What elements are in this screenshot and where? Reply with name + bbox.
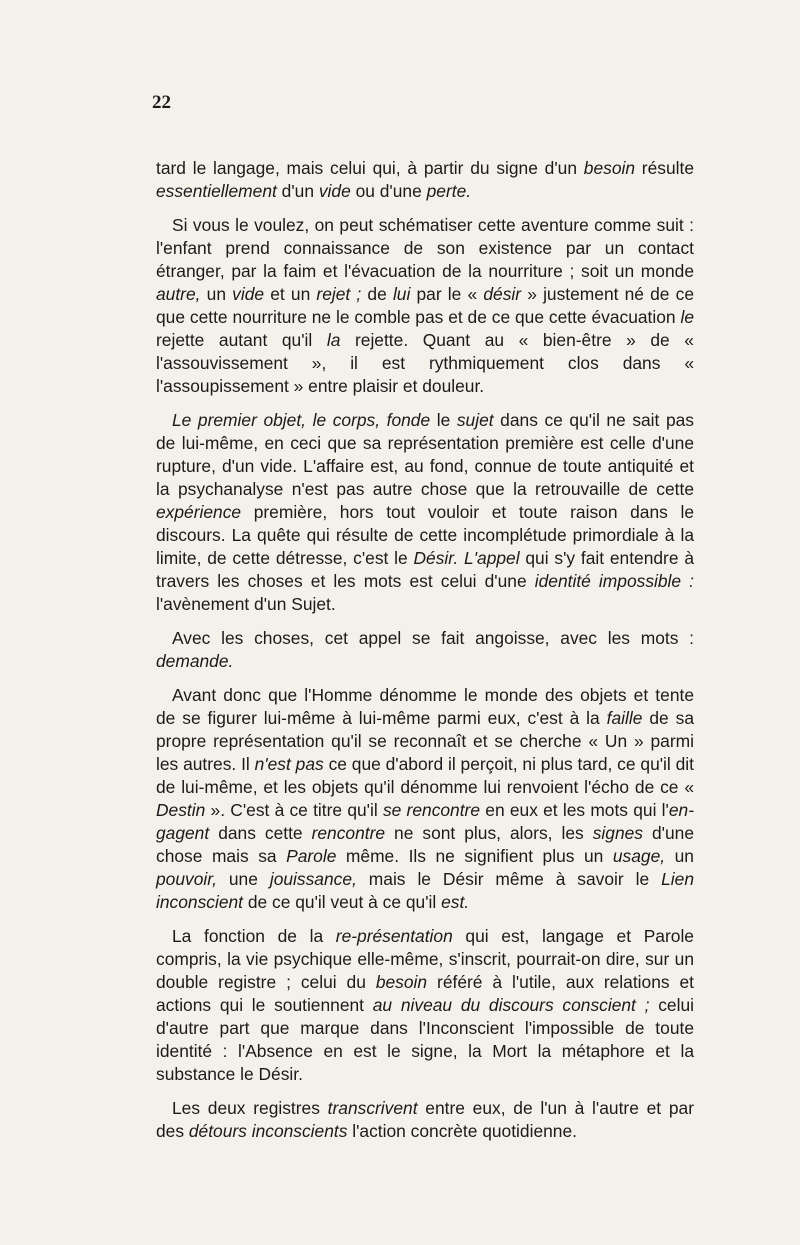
text-run: de ce qu'il veut à ce qu'il	[243, 892, 442, 912]
italic-run: besoin	[583, 158, 636, 178]
text-run: qui est, langage et Parole compris, la vie psychique elle-même, s'inscrit, pourrait-on dire, sur un double registre ; celui du	[156, 926, 694, 992]
text-run: Si vous le voulez, on peut schématiser cette aventure comme suit : l'enfant prend connaissance de son existence par un contact étranger, par la faim et l'évacuation de la nourriture ; soit un monde	[156, 215, 694, 281]
italic-run: jouissance,	[269, 869, 357, 889]
text-run: rejette. Quant au « bien-être » de « l'assouvissement », il est rythmiquement clos dans « l'assoupissement » entre plaisir et douleur.	[156, 330, 694, 396]
text-run: ne sont plus, alors, les	[385, 823, 593, 843]
paragraph	[156, 157, 694, 203]
text-run: l'avènement d'un Sujet.	[156, 594, 336, 614]
italic-run: besoin	[375, 972, 428, 992]
italic-run: vide	[318, 181, 351, 201]
text-run: et un	[264, 284, 317, 304]
italic-run: vide	[232, 284, 265, 304]
text-run: de	[361, 284, 393, 304]
paragraph	[156, 1097, 694, 1143]
text-run: d'une chose mais sa	[156, 823, 694, 866]
italic-run: se rencontre	[382, 800, 481, 820]
italic-run: est.	[441, 892, 470, 912]
text-run: un	[200, 284, 233, 304]
italic-run: au niveau du discours conscient ;	[372, 995, 650, 1015]
text-run: première, hors tout vouloir et toute raison dans le discours. La quête qui résulte de cette incomplétude primordiale à la limite, de cette détresse, c'est le	[156, 502, 694, 568]
italic-run: perte.	[426, 181, 472, 201]
italic-run: en-gagent	[156, 800, 695, 843]
text-run: même. Ils ne signifient plus un	[336, 846, 613, 866]
text-run: La fonction de la	[172, 926, 336, 946]
italic-run: sujet	[456, 410, 494, 430]
text-run: dans cette	[209, 823, 312, 843]
italic-run: le	[680, 307, 694, 327]
italic-run: expérience	[156, 502, 242, 522]
italic-run: la	[326, 330, 341, 350]
paragraph	[156, 627, 694, 673]
italic-run: autre,	[156, 284, 201, 304]
text-run: de sa propre représentation qu'il se reconnaît et se cherche « Un » parmi les autres. Il	[156, 708, 694, 774]
italic-run: Parole	[286, 846, 337, 866]
page-number: 22	[152, 92, 171, 113]
text-run: » justement né de ce que cette nourriture ne le comble pas et de ce que cette évacuation	[156, 284, 695, 327]
text-run: Les deux registres	[172, 1098, 328, 1118]
text-run: rejette autant qu'il	[156, 330, 327, 350]
text-run: résulte	[635, 158, 694, 178]
text-run: ce que d'abord il perçoit, ni plus tard, ce qu'il dit de lui-même, et les objets qu'il dénomme lui renvoient l'écho de ce «	[156, 754, 694, 797]
italic-run: demande.	[156, 651, 234, 671]
text-run: une	[216, 869, 270, 889]
paragraph	[156, 214, 694, 398]
italic-run: désir	[483, 284, 522, 304]
text-run: Avant donc que l'Homme dénomme le monde des objets et tente de se figurer lui-même à lui-même parmi eux, c'est à la	[156, 685, 694, 728]
italic-run: pouvoir,	[156, 869, 217, 889]
text-run: ou d'une	[350, 181, 427, 201]
italic-run: re-présentation	[335, 926, 453, 946]
text-run: Avec les choses, cet appel se fait angoisse, avec les mots :	[172, 628, 694, 648]
text-run: référé à l'utile, aux relations et actions qui le soutiennent	[156, 972, 695, 1015]
text-run: un	[665, 846, 694, 866]
text-run: celui d'autre part que marque dans l'Inconscient l'impossible de toute identité : l'Absence en est le signe, la Mort la métaphore et la substance le Désir.	[156, 995, 694, 1084]
italic-run: rejet ;	[316, 284, 362, 304]
italic-run: transcrivent	[327, 1098, 418, 1118]
paragraph	[156, 925, 694, 1086]
italic-run: rencontre	[311, 823, 386, 843]
italic-run: identité impossible :	[534, 571, 695, 591]
italic-run: Destin	[156, 800, 206, 820]
text-run: par le «	[410, 284, 484, 304]
text-run: entre eux, de l'un à l'autre et par des	[156, 1098, 694, 1141]
text-run: dans ce qu'il ne sait pas de lui-même, en ceci que sa représentation première est celle d'une rupture, d'un vide. L'affaire est, au fond, connue de toute antiquité et la psychanalyse n'est pas autre chose que la retrouvaille de cette	[156, 410, 694, 499]
italic-run: lui	[392, 284, 411, 304]
italic-run: Désir. L'appel	[413, 548, 520, 568]
text-run: ». C'est à ce titre qu'il	[205, 800, 383, 820]
text-run: l'action concrète quotidienne.	[347, 1121, 577, 1141]
text-run: d'un	[276, 181, 319, 201]
italic-run: Le premier objet, le corps, fonde	[172, 410, 431, 430]
italic-run: essentiellement	[156, 181, 277, 201]
text-run: tard le langage, mais celui qui, à partir du signe d'un	[156, 158, 584, 178]
italic-run: Lien inconscient	[156, 869, 694, 912]
italic-run: détours inconscients	[188, 1121, 348, 1141]
text-run: qui s'y fait entendre à travers les choses et les mots est celui d'une	[156, 548, 694, 591]
paragraph	[156, 684, 694, 914]
text-run: mais le Désir même à savoir le	[356, 869, 662, 889]
text-run: en eux et les mots qui l'	[480, 800, 669, 820]
italic-run: usage,	[612, 846, 666, 866]
italic-run: faille	[606, 708, 643, 728]
text-run: le	[430, 410, 457, 430]
body-text	[156, 157, 694, 1143]
italic-run: signes	[592, 823, 643, 843]
paragraph	[156, 409, 694, 616]
italic-run: n'est pas	[254, 754, 324, 774]
